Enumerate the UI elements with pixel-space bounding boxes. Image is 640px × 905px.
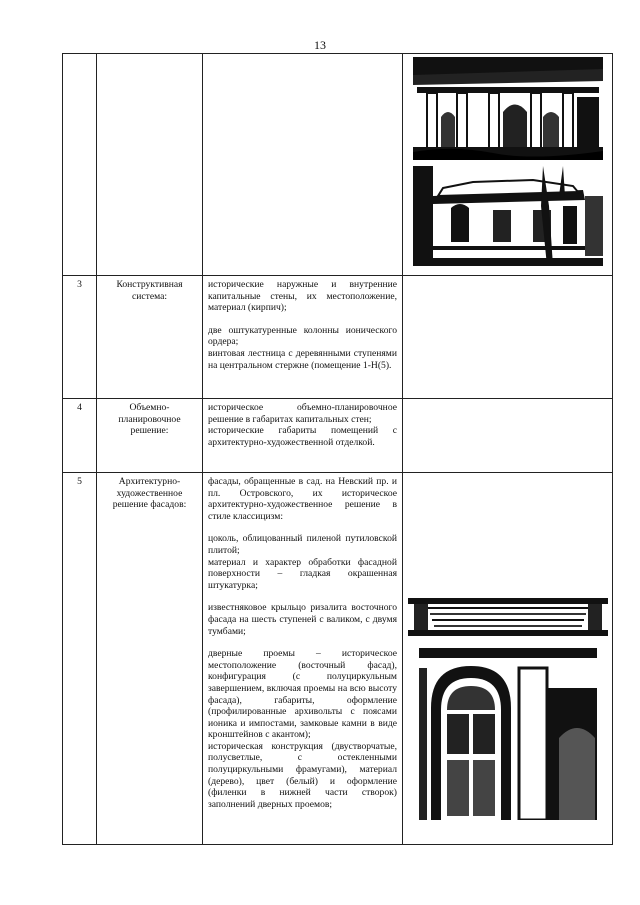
description-paragraph: дверные проемы – историческое местоположение (восточный фасад), конфигурация (с полуциркульным завершением, включая проемы на всю высоту фасада), габариты, оформление (профилированные архивольты с поясами ионика и импостами, замковые камни в виде кронштейнов с акантом); bbox=[208, 648, 397, 741]
table-row bbox=[63, 473, 613, 845]
colonnade-facade-photo bbox=[413, 57, 603, 160]
photo-cell bbox=[403, 473, 613, 845]
row-name: Конструктивная система: bbox=[97, 276, 203, 399]
row-description bbox=[203, 276, 403, 399]
row-description bbox=[203, 54, 403, 276]
row-number: 4 bbox=[63, 399, 97, 473]
porch-steps-photo bbox=[408, 594, 608, 636]
description-paragraph: фасады, обращенные в сад. на Невский пр. и пл. Островского, их историческое архитектурно-художественное решение в стиле классицизм: bbox=[208, 476, 397, 522]
table-row bbox=[63, 276, 613, 399]
table-row bbox=[63, 399, 613, 473]
photo-cell bbox=[403, 399, 613, 473]
description-paragraph: известняковое крыльцо ризалита восточного фасада на шесть ступеней с валиком, с двумя тумбами; bbox=[208, 602, 397, 637]
arched-door-photo bbox=[419, 648, 597, 820]
description-paragraph: исторические габариты помещений с архитектурно-художественной отделкой. bbox=[208, 425, 397, 448]
pavilion-facade-photo bbox=[413, 166, 603, 266]
page-number: 13 bbox=[314, 38, 326, 52]
row-name bbox=[97, 54, 203, 276]
description-paragraph: исторические наружные и внутренние капитальные стены, их местоположение, материал (кирпич); bbox=[208, 279, 397, 314]
description-paragraph: материал и характер обработки фасадной поверхности – гладкая окрашенная штукатурка; bbox=[208, 556, 397, 591]
table-row bbox=[63, 54, 613, 276]
description-paragraph: винтовая лестница с деревянными ступенями на центральном стержне (помещение 1-Н(5). bbox=[208, 347, 397, 371]
row-number bbox=[63, 54, 97, 276]
heritage-table bbox=[62, 53, 613, 845]
description-paragraph: две оштукатуренные колонны ионического ордера; bbox=[208, 324, 397, 348]
description-paragraph: цоколь, облицованный пиленой путиловской плитой; bbox=[208, 533, 397, 556]
row-name: Объемно-планировочное решение: bbox=[97, 399, 203, 473]
row-name: Архитектурно-художественное решение фасадов: bbox=[97, 473, 203, 845]
description-paragraph: историческая конструкция (двустворчатые, полусветлые, с остекленными полуциркульными фрамугами), материал (дерево), цвет (белый) и оформление (филенки в нижней части створок) заполнений дверных проемов; bbox=[208, 740, 397, 810]
row-description bbox=[203, 399, 403, 473]
description-paragraph: историческое объемно-планировочное решение в габаритах капитальных стен; bbox=[208, 402, 397, 425]
photo-cell bbox=[403, 54, 613, 276]
row-number: 3 bbox=[63, 276, 97, 399]
row-description bbox=[203, 473, 403, 845]
photo-cell bbox=[403, 276, 613, 399]
row-number: 5 bbox=[63, 473, 97, 845]
